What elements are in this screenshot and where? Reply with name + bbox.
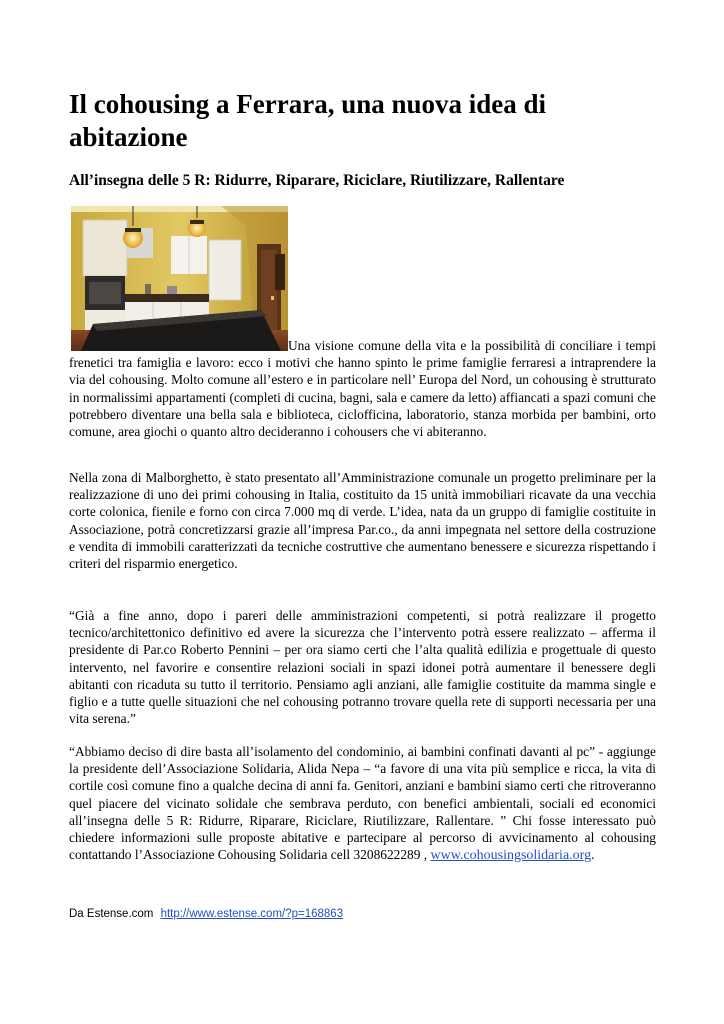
article-title: Il cohousing a Ferrara, una nuova idea di abitazione <box>69 89 547 152</box>
paragraph-nepa-end: . <box>591 847 595 863</box>
paragraph-intro <box>69 337 656 440</box>
article-subtitle: All’insegna delle 5 R: Ridurre, Riparare, Riciclare, Riutilizzare, Rallentare <box>69 172 565 189</box>
paragraph-nepa-quote <box>69 743 656 864</box>
kitchen-photo <box>71 206 288 351</box>
paragraph-pennini-quote: “Già a fine anno, dopo i pareri delle amministrazioni competenti, si potrà realizzare il progetto tecnico/architettonico definitivo ed avere la sicurezza che l’intervento potrà essere realizzato – afferma il presidente di Par.co Roberto Pennini – per ora siamo certi che l’alta qualità edilizia e progettuale di questo intervento, nel favorire e consentire relazioni sociali in spazi idonei potrà aumentare il benessere degli abitanti con ricaduta su tutto il territorio. Pensiamo agli anziani, alle famiglie costituite da mamma single e figlio e a tutte quelle situazioni che nel cohousing potranno trovare quella rete di supporti necessaria per una vita serena.” <box>69 608 656 727</box>
source-footer <box>69 906 343 922</box>
paragraph-nepa-text: “Abbiamo deciso di dire basta all’isolamento del condominio, ai bambini confinati davanti al pc” - aggiunge la presidente dell’Associazione Solidaria, Alida Nepa – “a favore di una vita più semplice e ricca, la vita di cortile così comune fino a qualche decina di anni fa. Genitori, anziani e bambini siamo certi che ritroveranno quel piacere del vicinato solidale che sembrava perduto, con benefici ambientali, sociali ed economici all’insegna delle 5 R: Ridurre, Riparare, Riciclare, Riutilizzare, Rallentare. ” Chi fosse interessato può chiedere informazioni sulle proposte abitative e partecipare al percorso di avvicinamento al cohousing contattando l’Associazione Cohousing Solidaria cell 3208622289 , <box>69 744 656 863</box>
source-url-link[interactable]: http://www.estense.com/?p=168863 <box>160 908 344 920</box>
image-wrap-spacer <box>69 337 288 353</box>
paragraph-malborghetto: Nella zona di Malborghetto, è stato presentato all’Amministrazione comunale un progetto preliminare per la realizzazione di uno dei primi cohousing in Italia, costituito da 15 unità immobiliari ricavate da una vecchia corte colonica, fienile e forno con circa 7.000 mq di verde. L’idea, nata da un gruppo di famiglie costituite in Associazione, potrà concretizzarsi grazie all’impresa Par.co., da anni impegnata nel settore della costruzione e vendita di immobili caratterizzati da tecniche costruttive che aumentano benessere e sicurezza rispettando i criteri del risparmio energetico. <box>69 470 656 572</box>
cohousing-solidaria-link[interactable]: www.cohousingsolidaria.org <box>430 848 592 864</box>
paragraph-intro-text: Una visione comune della vita e la possibilità di conciliare i tempi frenetici tra famiglia e lavoro: ecco i motivi che hanno spinto le prime famiglie ferraresi a intraprendere la via del cohousing. Molto comune all’estero e in particolare nell’ Europa del Nord, un cohousing è strutturato in normalissimi appartamenti (completi di cucina, bagni, sala e camere da letto) affiancati a spazi comuni che potrebbero diventare una bella sala e biblioteca, ciclofficina, laboratorio, stanza morbida per bambini, orto comune, area giochi o quanto altro decideranno i cohousers che vi abiteranno. <box>69 338 656 440</box>
source-label: Da Estense.com <box>69 908 154 920</box>
